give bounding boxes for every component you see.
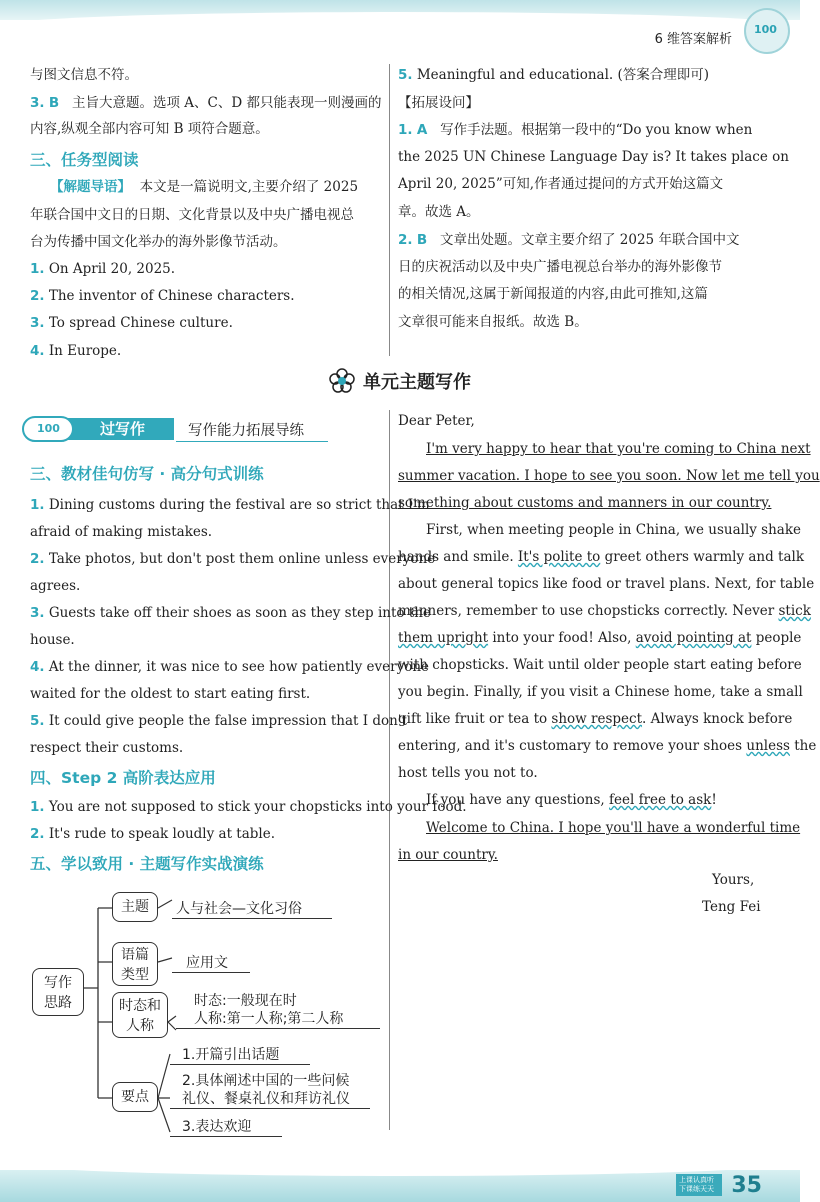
- letter-line: in our country.: [398, 847, 498, 863]
- text-line: house.: [30, 632, 75, 648]
- letter-line: entering, and it's customary to remove your shoes unless the: [398, 738, 817, 754]
- guide-line: 【解题导语】 本文是一篇说明文,主要介绍了 2025: [50, 179, 359, 195]
- text-line: respect their customs.: [30, 740, 184, 756]
- sentence-item: 2. Take photos, but don't post them online unless everyone: [30, 551, 436, 567]
- answer-item: 3. To spread Chinese culture.: [30, 315, 233, 331]
- mindmap-text: 礼仪、餐桌礼仪和拜访礼仪: [182, 1091, 350, 1107]
- answer-item: 1. On April 20, 2025.: [30, 261, 176, 277]
- letter-line: with chopsticks. Wait until older people start eating before: [398, 657, 802, 673]
- step2-item: 1. You are not supposed to stick your chopsticks into your food.: [30, 799, 467, 815]
- mindmap-text: 1.开篇引出话题: [182, 1047, 280, 1063]
- page-number: 35: [731, 1173, 762, 1198]
- extend-tag: 【拓展设问】: [398, 95, 479, 111]
- mindmap-underline: [170, 1136, 282, 1137]
- mindmap-node: 语篇 类型: [112, 942, 158, 986]
- top-decor-band: [0, 0, 800, 20]
- answer-q2: 2. B 文章出处题。文章主要介绍了 2025 年联合国中文: [398, 232, 740, 248]
- mindmap-text: 人与社会—文化习俗: [176, 901, 302, 917]
- mindmap-node: 要点: [112, 1082, 158, 1112]
- text-line: the 2025 UN Chinese Language Day is? It takes place on: [398, 149, 789, 165]
- letter-line: something about customs and manners in our country.: [398, 495, 772, 511]
- text-line: 章。故选 A。: [398, 204, 480, 220]
- text-line: 台为传播中国文化举办的海外影像节活动。: [30, 234, 287, 250]
- sentence-item: 5. It could give people the false impression that I don't: [30, 713, 407, 729]
- header-badge-icon: 100: [744, 8, 790, 54]
- sentence-item: 1. Dining customs during the festival are so strict that I'm: [30, 497, 430, 513]
- section-title: 四、Step 2 高阶表达应用: [30, 769, 216, 787]
- mindmap-text: 应用文: [186, 955, 228, 971]
- text-line: afraid of making mistakes.: [30, 524, 213, 540]
- header-label: 6 维答案解析: [654, 32, 732, 47]
- text-line: 与图文信息不符。: [30, 67, 138, 83]
- letter-line: hands and smile. It's polite to greet others warmly and talk: [398, 549, 805, 565]
- text-line: 内容,纵观全部内容可知 B 项符合题意。: [30, 121, 269, 137]
- writing-banner: 过写作 100 写作能力拓展导练: [22, 416, 382, 442]
- answer-q1: 1. A 写作手法题。根据第一段中的“Do you know when: [398, 122, 753, 138]
- answer-item: 2. The inventor of Chinese characters.: [30, 288, 295, 304]
- mindmap-text: 3.表达欢迎: [182, 1119, 252, 1135]
- sentence-item: 4. At the dinner, it was nice to see how patiently everyone: [30, 659, 430, 675]
- letter-line: Welcome to China. I hope you'll have a wonderful time: [426, 820, 801, 836]
- letter-line: First, when meeting people in China, we usually shake: [426, 522, 802, 538]
- mindmap-underline: [170, 1064, 310, 1065]
- letter-line: summer vacation. I hope to see you soon. Now let me tell you: [398, 468, 820, 484]
- column-divider: [389, 64, 390, 356]
- letter-salutation: Dear Peter,: [398, 413, 475, 429]
- answer-q3: 3. B 主旨大意题。选项 A、C、D 都只能表现一则漫画的: [30, 95, 382, 111]
- mindmap-node: 时态和 人称: [112, 992, 168, 1038]
- mindmap-underline: [172, 972, 250, 973]
- letter-signature: Teng Fei: [702, 899, 761, 915]
- text-line: 文章很可能来自报纸。故选 B。: [398, 314, 588, 330]
- text-line: April 20, 2025”可知,作者通过提问的方式开始这篇文: [398, 176, 724, 192]
- letter-closing: Yours,: [712, 872, 755, 888]
- letter-line: manners, remember to use chopsticks correctly. Never stick: [398, 603, 811, 619]
- text-line: 的相关情况,这属于新闻报道的内容,由此可推知,这篇: [398, 286, 708, 302]
- letter-line: about general topics like food or travel plans. Next, for table: [398, 576, 815, 592]
- section-title: 三、教材佳句仿写 · 高分句式训练: [30, 465, 264, 483]
- mindmap-underline: [172, 918, 332, 919]
- flower-icon: [329, 368, 355, 394]
- footer-slogan: 上课认真听 下课练天天: [676, 1174, 722, 1196]
- answer-item: 4. In Europe.: [30, 343, 122, 359]
- step2-item: 2. It's rude to speak loudly at table.: [30, 826, 276, 842]
- letter-line: I'm very happy to hear that you're coming to China next: [426, 441, 811, 457]
- text-line: waited for the oldest to start eating first.: [30, 686, 311, 702]
- mindmap-text: 时态:一般现在时: [194, 993, 297, 1009]
- mindmap-text: 人称:第一人称;第二人称: [194, 1011, 344, 1027]
- letter-line: you begin. Finally, if you visit a Chinese home, take a small: [398, 684, 803, 700]
- letter-line: them upright into your food! Also, avoid pointing at people: [398, 630, 802, 646]
- mindmap-underline: [176, 1028, 380, 1029]
- letter-line: gift like fruit or tea to show respect. Always knock before: [398, 711, 793, 727]
- mindmap-root: 写作 思路: [32, 968, 84, 1016]
- mindmap-node: 主题: [112, 892, 158, 922]
- unit-title: 单元主题写作: [0, 368, 800, 394]
- mindmap-text: 2.具体阐述中国的一些问候: [182, 1073, 350, 1089]
- text-line: 日的庆祝活动以及中央广播电视总台举办的海外影像节: [398, 259, 722, 275]
- answer-item: 5. Meaningful and educational. (答案合理即可): [398, 67, 709, 83]
- text-line: 年联合国中文日的日期、文化背景以及中央广播电视总: [30, 207, 354, 223]
- letter-line: host tells you not to.: [398, 765, 538, 781]
- letter-line: If you have any questions, feel free to ask!: [426, 792, 717, 808]
- sentence-item: 3. Guests take off their shoes as soon as they step into the: [30, 605, 431, 621]
- text-line: agrees.: [30, 578, 81, 594]
- mindmap-underline: [170, 1108, 370, 1109]
- section-title: 三、任务型阅读: [30, 151, 139, 169]
- section-title: 五、学以致用 · 主题写作实战演练: [30, 855, 264, 873]
